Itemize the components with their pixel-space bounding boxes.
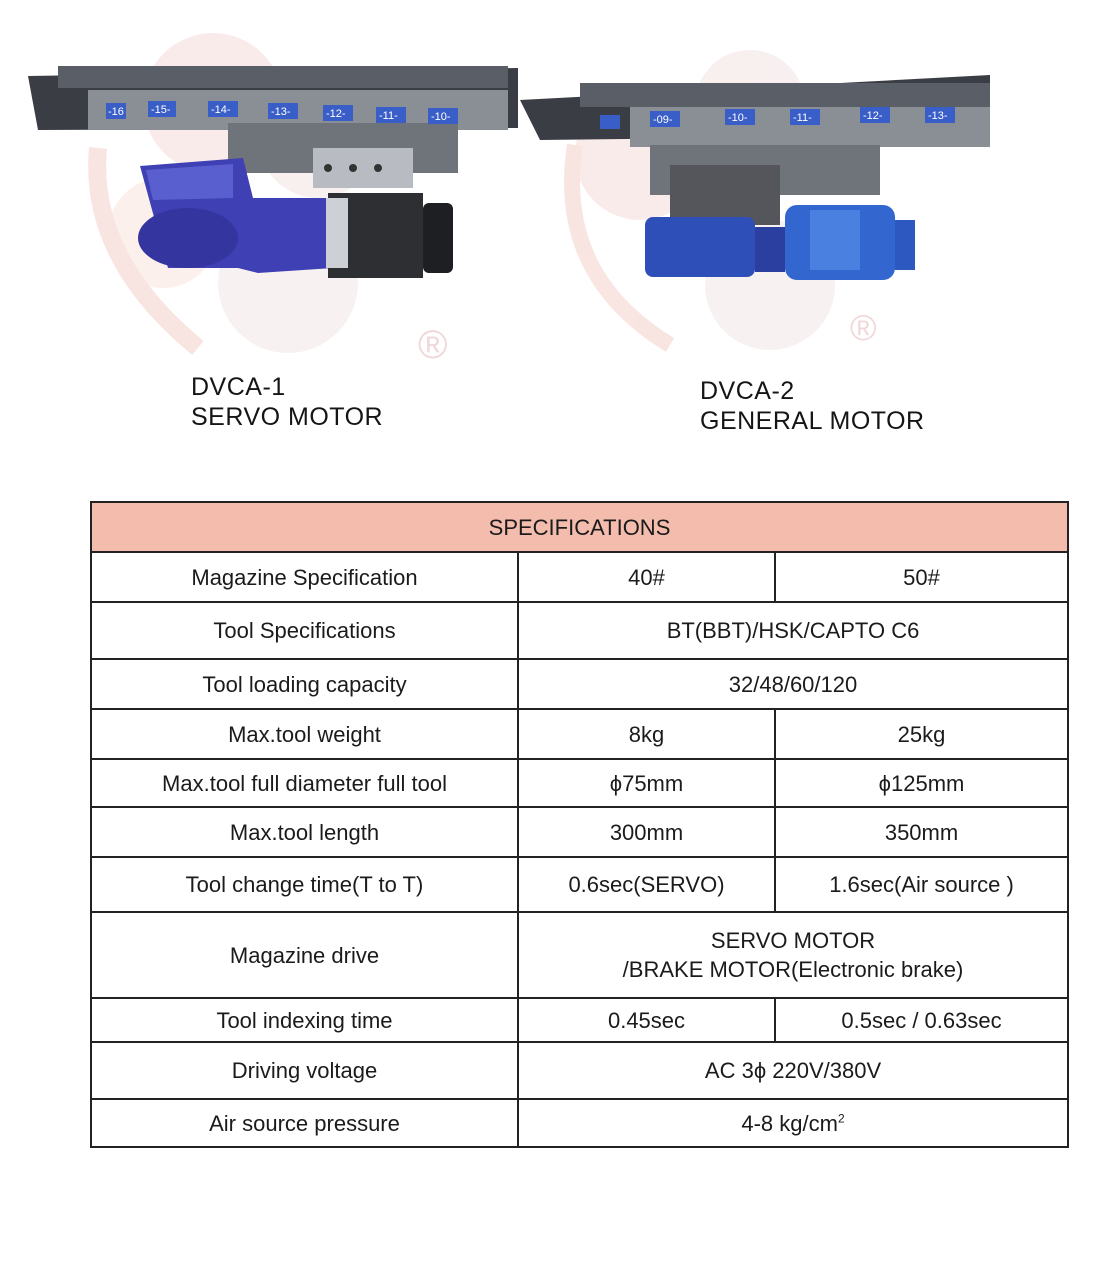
svg-text:-13-: -13- bbox=[928, 110, 948, 122]
table-header-row bbox=[91, 502, 1068, 552]
row-label: Driving voltage bbox=[91, 1042, 518, 1099]
table-row bbox=[91, 759, 1068, 807]
cell-40: 300mm bbox=[518, 807, 775, 857]
value-line: SERVO MOTOR bbox=[710, 928, 876, 953]
product-caption-dvca-2 bbox=[700, 376, 925, 436]
superscript: 2 bbox=[837, 1111, 845, 1126]
svg-text:-10-: -10- bbox=[431, 111, 451, 123]
table-row bbox=[91, 602, 1068, 659]
cell-40: ϕ75mm bbox=[518, 759, 775, 807]
motor-type: SERVO MOTOR bbox=[191, 403, 384, 431]
table-row bbox=[91, 659, 1068, 709]
svg-text:-11-: -11- bbox=[379, 110, 398, 122]
table-title: SPECIFICATIONS bbox=[91, 502, 1068, 552]
row-label: Max.tool length bbox=[91, 807, 518, 857]
svg-text:-13-: -13- bbox=[271, 106, 291, 118]
svg-text:-12-: -12- bbox=[863, 110, 883, 122]
specifications-table bbox=[90, 501, 1069, 1148]
cell-value bbox=[518, 1099, 1068, 1147]
table-row bbox=[91, 998, 1068, 1042]
svg-text:-10-: -10- bbox=[728, 112, 748, 124]
row-label: Tool change time(T to T) bbox=[91, 857, 518, 912]
cell-50: 1.6sec(Air source ) bbox=[775, 857, 1068, 912]
value-line: /BRAKE MOTOR(Electronic brake) bbox=[622, 957, 964, 982]
row-label: Tool Specifications bbox=[91, 602, 518, 659]
pressure-value: 4-8 kg/cm bbox=[741, 1110, 838, 1136]
cell-50: 0.5sec / 0.63sec bbox=[775, 998, 1068, 1042]
svg-text:-11-: -11- bbox=[793, 112, 812, 124]
table-row bbox=[91, 857, 1068, 912]
svg-text:-12-: -12- bbox=[326, 108, 346, 120]
table-row bbox=[91, 912, 1068, 998]
registered-icon: ® bbox=[418, 323, 448, 367]
cell-40: 0.6sec(SERVO) bbox=[518, 857, 775, 912]
cell-50: 25kg bbox=[775, 709, 1068, 759]
table-row bbox=[91, 1099, 1068, 1147]
svg-text:-15-: -15- bbox=[151, 104, 171, 116]
row-label: Magazine drive bbox=[91, 912, 518, 998]
motor-type: GENERAL MOTOR bbox=[700, 407, 925, 435]
table-row bbox=[91, 552, 1068, 602]
cell-40: 8kg bbox=[518, 709, 775, 759]
model-name: DVCA-1 bbox=[191, 373, 286, 401]
cell-40: 0.45sec bbox=[518, 998, 775, 1042]
product-image-dvca-1 bbox=[28, 28, 528, 378]
cell-value: 32/48/60/120 bbox=[518, 659, 1068, 709]
table-row bbox=[91, 807, 1068, 857]
registered-icon: ® bbox=[850, 307, 877, 348]
svg-text:-09-: -09- bbox=[653, 114, 673, 126]
row-label: Air source pressure bbox=[91, 1099, 518, 1147]
svg-text:-14-: -14- bbox=[211, 104, 231, 116]
table-row bbox=[91, 709, 1068, 759]
cell-value bbox=[518, 912, 1068, 998]
row-label: Tool loading capacity bbox=[91, 659, 518, 709]
cell-40: 40# bbox=[518, 552, 775, 602]
svg-text:-16: -16 bbox=[108, 106, 124, 118]
product-caption-dvca-1 bbox=[191, 372, 383, 432]
cell-50: 50# bbox=[775, 552, 1068, 602]
cell-value: AC 3ϕ 220V/380V bbox=[518, 1042, 1068, 1099]
cell-50: ϕ125mm bbox=[775, 759, 1068, 807]
row-label: Tool indexing time bbox=[91, 998, 518, 1042]
product-image-dvca-2 bbox=[520, 45, 1000, 355]
row-label: Max.tool weight bbox=[91, 709, 518, 759]
table-row bbox=[91, 1042, 1068, 1099]
cell-value: BT(BBT)/HSK/CAPTO C6 bbox=[518, 602, 1068, 659]
row-label: Max.tool full diameter full tool bbox=[91, 759, 518, 807]
row-label: Magazine Specification bbox=[91, 552, 518, 602]
cell-50: 350mm bbox=[775, 807, 1068, 857]
model-name: DVCA-2 bbox=[700, 377, 795, 405]
